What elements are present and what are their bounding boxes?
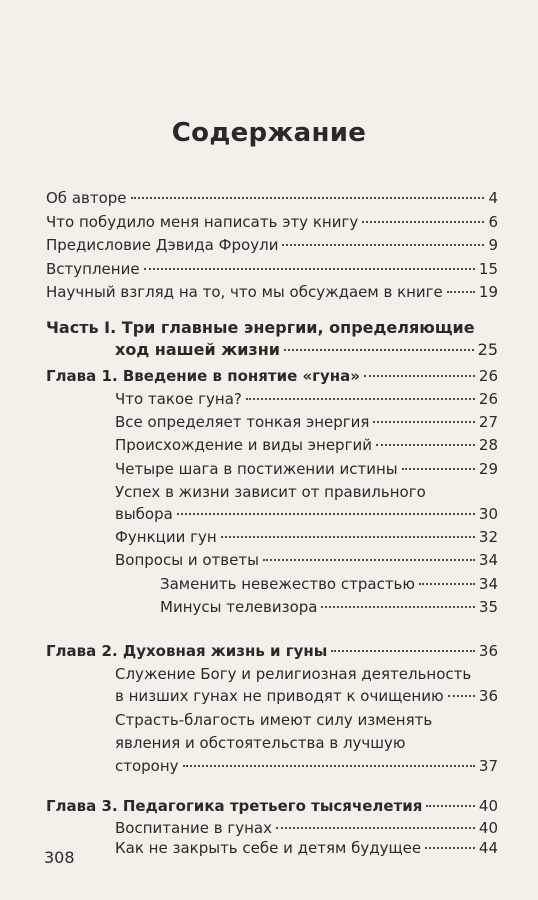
toc-entry-page: 30 <box>478 505 498 523</box>
toc-entry <box>115 389 498 409</box>
toc-entry <box>115 504 498 524</box>
toc-entry-page: 9 <box>488 236 498 254</box>
dot-leader <box>447 291 475 293</box>
toc-entry-title: Вопросы и ответы <box>115 551 259 569</box>
toc-entry-page: 34 <box>478 551 498 569</box>
dot-leader <box>331 650 475 652</box>
toc-entry <box>115 818 498 838</box>
toc-entry-title: Что побудило меня написать эту книгу <box>46 213 359 231</box>
chapter-title: Глава 1. Введение в понятие «гуна» <box>46 367 360 385</box>
dot-leader <box>448 695 475 697</box>
dot-leader <box>284 349 474 351</box>
dot-leader <box>246 398 475 400</box>
dot-leader <box>419 583 475 585</box>
toc-entry-title: Функции гун <box>115 528 217 546</box>
toc-entry-page: 44 <box>478 839 498 857</box>
toc-entry-title: Предисловие Дэвида Фроули <box>46 236 279 254</box>
toc-entry-title: Все определяет тонкая энергия <box>115 413 370 431</box>
toc-entry-title: Вступление <box>46 260 140 278</box>
toc-entry-page: 37 <box>478 757 498 775</box>
toc-entry-title: Об авторе <box>46 189 127 207</box>
dot-leader <box>373 421 474 423</box>
toc-entry <box>46 259 498 279</box>
part-heading-entry <box>115 340 498 360</box>
dot-leader <box>144 268 475 270</box>
chapter-title: Глава 2. Духовная жизнь и гуны <box>46 642 328 660</box>
toc-entry <box>115 459 498 479</box>
dot-leader <box>362 221 484 223</box>
toc-entry-title: ход нашей жизни <box>115 340 280 359</box>
toc-entry-title: Минусы телевизора <box>160 598 318 616</box>
toc-entry-title-line: явления и обстоятельства в лучшую <box>115 734 406 752</box>
toc-entry-title-line: Служение Богу и религиозная деятельность <box>115 665 472 683</box>
chapter-entry <box>46 366 498 386</box>
dot-leader <box>177 513 475 515</box>
toc-entry-title: Что такое гуна? <box>115 390 242 408</box>
toc-entry-title: Воспитание в гунах <box>115 819 272 837</box>
toc-entry <box>115 550 498 570</box>
toc-entry-title: Происхождение и виды энергий <box>115 436 372 454</box>
toc-entry <box>115 838 498 858</box>
dot-leader <box>321 606 474 608</box>
toc-entry-page: 35 <box>478 598 498 616</box>
toc-entry-page: 29 <box>478 460 498 478</box>
chapter-entry <box>46 641 498 661</box>
toc-entry-page: 15 <box>478 260 498 278</box>
toc-subentry <box>160 597 498 617</box>
toc-entry-page: 19 <box>478 283 498 301</box>
toc-entry-title: Четыре шага в постижении истины <box>115 460 398 478</box>
toc-entry <box>46 212 498 232</box>
dot-leader <box>402 468 475 470</box>
toc-entry-page: 26 <box>478 367 498 385</box>
dot-leader <box>425 847 475 849</box>
toc-entry-title: Заменить невежество страстью <box>160 575 416 593</box>
toc-entry <box>115 435 498 455</box>
dot-leader <box>364 375 475 377</box>
toc-entry <box>115 686 498 706</box>
chapter-entry <box>46 796 498 816</box>
toc-entry-page: 32 <box>478 528 498 546</box>
toc-entry-page: 25 <box>477 340 498 359</box>
dot-leader <box>131 197 485 199</box>
toc-entry-page: 28 <box>478 436 498 454</box>
toc-entry <box>46 188 498 208</box>
dot-leader <box>221 536 475 538</box>
page-number: 308 <box>44 848 75 867</box>
toc-entry-title-line: Страсть-благость имеют силу изменять <box>115 711 433 729</box>
dot-leader <box>183 765 475 767</box>
chapter-title: Глава 3. Педагогика третьего тысячелетия <box>46 797 423 815</box>
toc-entry-page: 36 <box>478 687 498 705</box>
toc-entry-page: 36 <box>478 642 498 660</box>
toc-entry <box>115 756 498 776</box>
toc-entry-page: 34 <box>478 575 498 593</box>
toc-entry <box>115 412 498 432</box>
toc-entry-title: Как не закрыть себе и детям будущее <box>115 839 422 857</box>
dot-leader <box>276 827 475 829</box>
toc-entry <box>115 527 498 547</box>
dot-leader <box>263 559 475 561</box>
dot-leader <box>376 444 475 446</box>
dot-leader <box>282 244 484 246</box>
toc-entry <box>46 282 498 302</box>
toc-entry <box>46 235 498 255</box>
toc-entry-page: 6 <box>488 213 498 231</box>
dot-leader <box>426 805 475 807</box>
toc-entry-title: сторону <box>115 757 179 775</box>
toc-entry-title: выбора <box>115 505 173 523</box>
page-title: Содержание <box>171 118 367 148</box>
toc-entry-title: в низших гунах не приводят к очищению <box>115 687 444 705</box>
toc-entry-page: 40 <box>478 819 498 837</box>
part-heading: Часть I. Три главные энергии, определяющие <box>46 318 475 337</box>
toc-subentry <box>160 574 498 594</box>
toc-entry-page: 26 <box>478 390 498 408</box>
toc-entry-page: 40 <box>478 797 498 815</box>
toc-entry-title: Научный взгляд на то, что мы обсуждаем в книге <box>46 283 443 301</box>
toc-entry-page: 4 <box>488 189 498 207</box>
toc-entry-page: 27 <box>478 413 498 431</box>
toc-entry-title-line: Успех в жизни зависит от правильного <box>115 483 426 501</box>
